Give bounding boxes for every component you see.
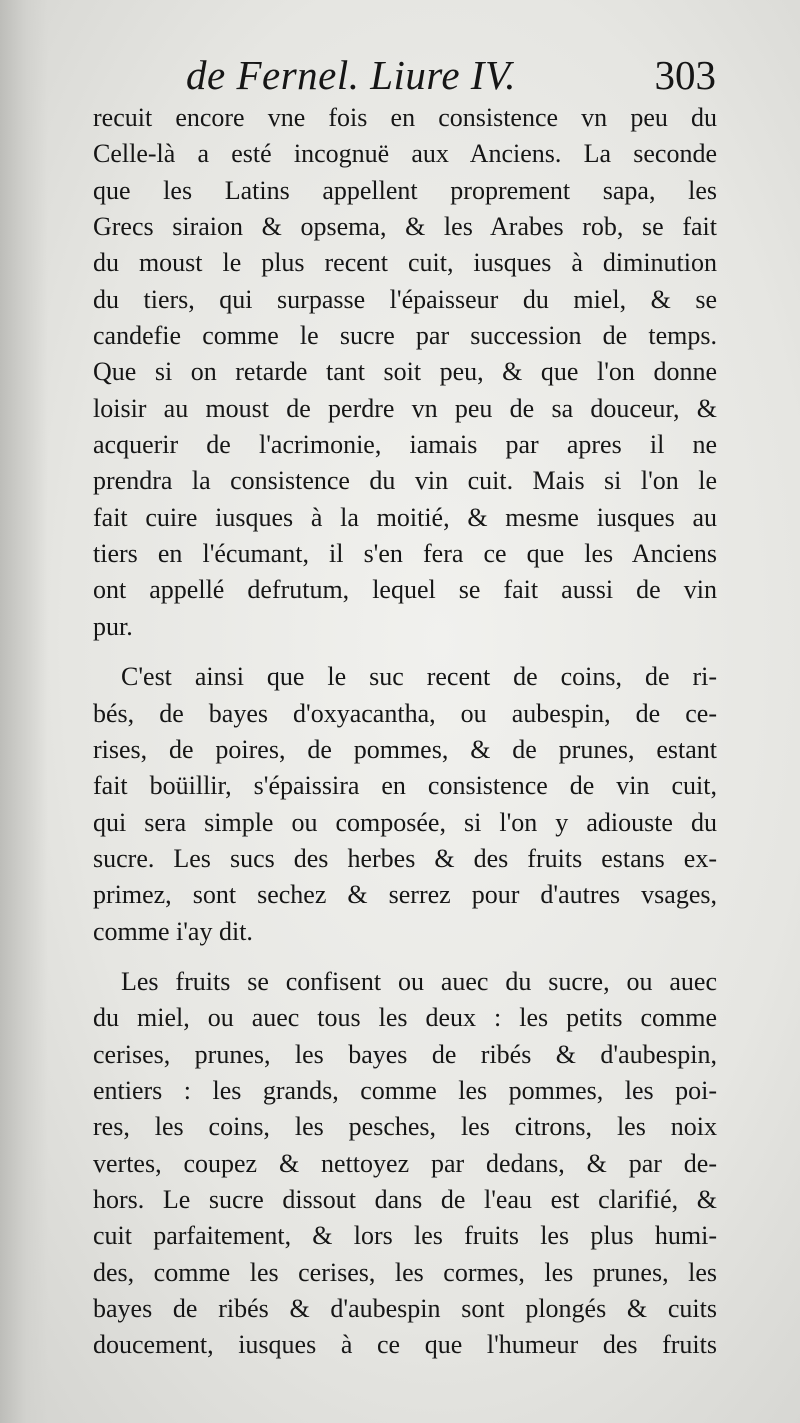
text-line: du tiers, qui surpasse l'épaisseur du miel, & se xyxy=(93,284,717,314)
text-line: cuit parfaitement, & lors les fruits les plus humi- xyxy=(93,1221,717,1251)
text-line: C'est ainsi que le suc recent de coins, de ri- xyxy=(121,662,717,692)
text-line: res, les coins, les pesches, les citrons, les noix xyxy=(93,1112,717,1142)
paragraph-spacer xyxy=(93,950,717,964)
text-line: rises, de poires, de pommes, & de prunes, estant xyxy=(93,734,717,764)
text-line: cerises, prunes, les bayes de ribés & d'aubespin, xyxy=(93,1039,717,1069)
paragraph xyxy=(93,964,717,1364)
text-line: vertes, coupez & nettoyez par dedans, & par de- xyxy=(93,1148,717,1178)
text-line: sucre. Les sucs des herbes & des fruits estans ex- xyxy=(93,843,717,873)
text-line: fait boüillir, s'épaissira en consistence de vin cuit, xyxy=(93,771,717,801)
text-line: acquerir de l'acrimonie, iamais par apres il ne xyxy=(93,430,717,460)
text-line: prendra la consistence du vin cuit. Mais si l'on le xyxy=(93,466,717,496)
paragraph xyxy=(93,100,717,645)
page-gutter-shadow xyxy=(0,0,48,1423)
text-line: candefie comme le sucre par succession de temps. xyxy=(93,321,717,351)
text-line: loisir au moust de perdre vn peu de sa douceur, & xyxy=(93,393,717,423)
page-header xyxy=(186,52,716,102)
text-line: que les Latins appellent proprement sapa, les xyxy=(93,175,717,205)
text-line: hors. Le sucre dissout dans de l'eau est clarifié, & xyxy=(93,1184,717,1214)
text-line: fait cuire iusques à la moitié, & mesme iusques au xyxy=(93,502,717,532)
text-line: du miel, ou auec tous les deux : les petits comme xyxy=(93,1003,717,1033)
text-line: bés, de bayes d'oxyacantha, ou aubespin, de ce- xyxy=(93,698,717,728)
paragraph xyxy=(93,659,717,950)
text-line: entiers : les grands, comme les pommes, les poi- xyxy=(93,1075,717,1105)
text-line: Grecs siraion & opsema, & les Arabes rob, se fait xyxy=(93,212,717,242)
text-line: tiers en l'écumant, il s'en fera ce que les Anciens xyxy=(93,539,717,569)
text-line: Les fruits se confisent ou auec du sucre, ou auec xyxy=(121,966,717,996)
text-line: des, comme les cerises, les cormes, les prunes, les xyxy=(93,1257,717,1287)
body-text xyxy=(93,100,717,1364)
text-line: bayes de ribés & d'aubespin sont plongés & cuits xyxy=(93,1294,717,1323)
text-line: comme i'ay dit. xyxy=(93,916,253,946)
text-line: ont appellé defrutum, lequel se fait aussi de vin xyxy=(93,575,717,605)
paragraph-spacer xyxy=(93,645,717,659)
text-line: primez, sont sechez & serrez pour d'autres vsages, xyxy=(93,880,717,910)
text-line: Que si on retarde tant soit peu, & que l'on donne xyxy=(93,357,717,387)
text-line: doucement, iusques à ce que l'humeur des fruits xyxy=(93,1330,717,1360)
text-line: pur. xyxy=(93,611,133,641)
text-line: recuit encore vne fois en consistence vn peu du xyxy=(93,103,717,132)
text-line: qui sera simple ou composée, si l'on y adiouste du xyxy=(93,807,717,837)
text-line: Celle-là a esté incognuë aux Anciens. La seconde xyxy=(93,139,717,169)
text-line: du moust le plus recent cuit, iusques à diminution xyxy=(93,248,717,278)
page-number: 303 xyxy=(654,52,716,98)
running-head: de Fernel. Liure IV. xyxy=(186,52,516,98)
